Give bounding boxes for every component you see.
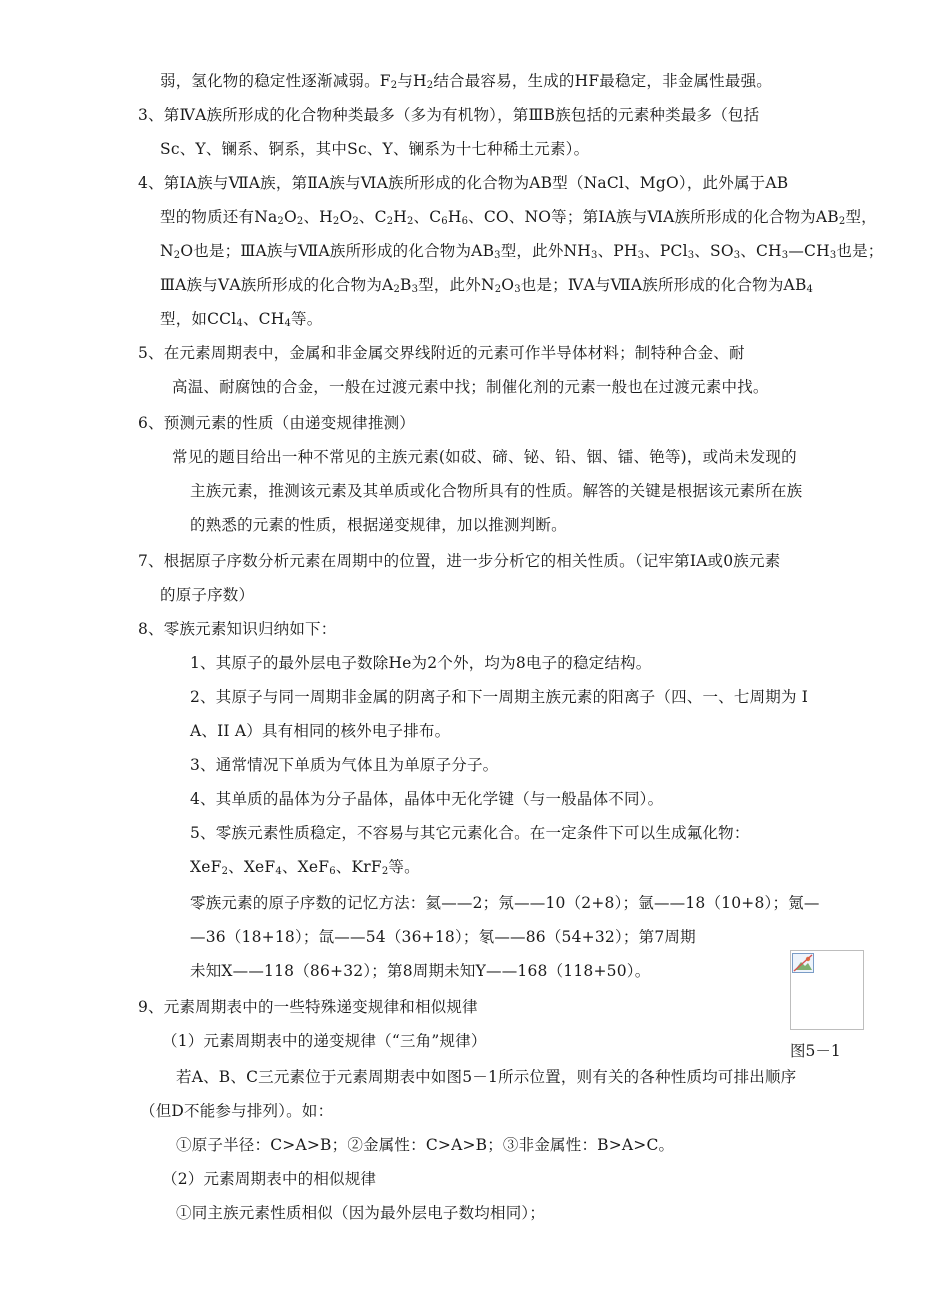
subscript: 6 — [461, 216, 469, 227]
text-segment: 4、第ⅠA族与ⅦA族，第ⅡA族与ⅥA族所形成的化合物为AB型（NaCl、MgO），此外属于AB — [138, 174, 789, 192]
text-segment: 型， — [845, 208, 877, 226]
subscript: 2 — [173, 250, 181, 261]
subscript: 2 — [296, 216, 304, 227]
text-segment: 、CO、NO等；第ⅠA族与ⅥA族所形成的化合物为AB — [468, 208, 839, 226]
subscript: 3 — [733, 250, 741, 261]
text-line — [138, 412, 415, 434]
text-line — [138, 172, 788, 194]
text-line — [160, 206, 877, 228]
subscript: 2 — [332, 216, 340, 227]
text-segment: 未知X——118（86+32）；第8周期未知Y——168（118+50）。 — [190, 962, 651, 980]
text-segment: H — [393, 208, 407, 226]
subscript: 3 — [591, 250, 598, 261]
text-segment: —CH — [788, 242, 830, 260]
text-segment: 5、在元素周期表中，金属和非金属交界线附近的元素可作半导体材料；制特种合金、耐 — [138, 344, 745, 362]
text-line — [190, 926, 696, 948]
text-segment: 等。 — [291, 310, 323, 328]
text-segment: 2、其原子与同一周期非金属的阴离子和下一周期主族元素的阳离子（四、一、七周期为 I — [190, 688, 809, 706]
subscript: 2 — [277, 216, 284, 227]
text-segment: A、II A）具有相同的核外电子排布。 — [190, 722, 451, 740]
text-segment: 等。 — [388, 858, 420, 876]
text-segment: 、CH — [740, 242, 782, 260]
subscript: 4 — [284, 318, 291, 329]
text-segment: 、PH — [597, 242, 638, 260]
text-segment: 6、预测元素的性质（由递变规律推测） — [138, 414, 415, 432]
text-line — [190, 754, 498, 776]
text-segment: 、XeF — [228, 858, 276, 876]
subscript: 3 — [781, 250, 789, 261]
subscript: 2 — [426, 80, 434, 91]
text-segment: —36（18+18）；氙——54（36+18）；氡——86（54+32）；第7周期 — [190, 928, 696, 946]
text-segment: 8、零族元素知识归纳如下： — [138, 620, 337, 638]
subscript: 4 — [806, 284, 814, 295]
text-segment: B — [400, 276, 412, 294]
text-line — [190, 856, 420, 878]
text-segment: 的原子序数） — [160, 586, 255, 604]
text-line — [138, 996, 478, 1018]
text-line — [138, 104, 759, 126]
text-segment: H — [447, 208, 462, 226]
text-segment: ①原子半径：C>A>B；②金属性：C>A>B；③非金属性：B>A>C。 — [176, 1136, 675, 1154]
text-line — [162, 1030, 487, 1052]
subscript: 2 — [352, 216, 359, 227]
text-segment: 1、其原子的最外层电子数除He为2个外，均为8电子的稳定结构。 — [190, 654, 652, 672]
text-segment: 、H — [303, 208, 333, 226]
text-line — [160, 138, 589, 160]
text-segment: O — [283, 208, 297, 226]
text-segment: 的熟悉的元素的性质，根据递变规律，加以推测判断。 — [190, 516, 567, 534]
subscript: 2 — [494, 284, 502, 295]
text-line — [190, 686, 808, 708]
text-line — [176, 1134, 674, 1156]
subscript: 2 — [386, 216, 394, 227]
subscript: 2 — [838, 216, 846, 227]
text-segment: 主族元素，推测该元素及其单质或化合物所具有的性质。解答的关键是根据该元素所在族 — [190, 482, 803, 500]
text-segment: 、C — [413, 208, 442, 226]
text-segment: （2）元素周期表中的相似规律 — [162, 1170, 377, 1188]
text-line — [190, 514, 567, 536]
subscript: 2 — [393, 284, 400, 295]
text-segment: 也是；ⅣA与ⅦA族所形成的化合物为AB — [520, 276, 807, 294]
text-segment: 、KrF — [335, 858, 382, 876]
text-line — [190, 480, 802, 502]
text-line — [190, 652, 651, 674]
text-line — [190, 720, 450, 742]
text-segment: 型，此外NH — [500, 242, 592, 260]
text-line — [138, 342, 745, 364]
text-segment: 、C — [358, 208, 387, 226]
text-line — [172, 376, 769, 398]
subscript: 2 — [406, 216, 414, 227]
text-segment: 也是； — [836, 242, 884, 260]
text-segment: 弱，氢化物的稳定性逐渐减弱。F — [160, 72, 391, 90]
subscript: 4 — [275, 866, 282, 877]
figure-5-1-image — [790, 950, 864, 1030]
text-segment: 零族元素的原子序数的记忆方法：氦——2；氖——10（2+8）；氩——18（10+8）；氪— — [190, 894, 820, 912]
text-segment: （1）元素周期表中的递变规律（“三角”规律） — [162, 1032, 487, 1050]
text-segment: N — [160, 242, 174, 260]
text-segment: 常见的题目给出一种不常见的主族元素(如砹、碲、铋、铅、铟、镭、铯等)，或尚未发现的 — [172, 448, 797, 466]
text-segment: 3、通常情况下单质为气体且为单原子分子。 — [190, 756, 499, 774]
text-segment: 结合最容易，生成的HF最稳定，非金属性最强。 — [433, 72, 772, 90]
text-segment: 若A、B、C三元素位于元素周期表中如图5－1所示位置，则有关的各种性质均可排出顺序 — [176, 1068, 797, 1086]
text-line — [190, 822, 750, 844]
text-segment: 与H — [397, 72, 427, 90]
text-line — [176, 1202, 545, 1224]
text-line — [190, 788, 663, 810]
text-segment: 5、零族元素性质稳定，不容易与其它元素化合。在一定条件下可以生成氟化物： — [190, 824, 750, 842]
text-line — [138, 550, 780, 572]
subscript: 3 — [411, 284, 419, 295]
text-segment: 、PCl — [644, 242, 688, 260]
text-segment: 高温、耐腐蚀的合金，一般在过渡元素中找；制催化剂的元素一般也在过渡元素中找。 — [172, 378, 769, 396]
subscript: 3 — [687, 250, 695, 261]
text-line — [190, 960, 650, 982]
broken-image-icon — [792, 953, 814, 973]
text-segment: XeF — [190, 858, 222, 876]
text-segment: 型，如CCl — [160, 310, 237, 328]
subscript: 3 — [637, 250, 645, 261]
subscript: 3 — [829, 250, 837, 261]
text-segment: O — [339, 208, 353, 226]
text-segment: O — [501, 276, 515, 294]
text-line — [160, 240, 884, 262]
subscript: 2 — [381, 866, 389, 877]
text-segment: 、SO — [694, 242, 734, 260]
text-line — [160, 584, 254, 606]
text-segment: 7、根据原子序数分析元素在周期中的位置，进一步分析它的相关性质。（记牢第ⅠA或0族元素 — [138, 552, 781, 570]
subscript: 3 — [514, 284, 521, 295]
text-line — [172, 446, 797, 468]
text-segment: 、XeF — [281, 858, 330, 876]
text-line — [160, 308, 322, 330]
subscript: 2 — [390, 80, 398, 91]
text-segment: 型的物质还有Na — [160, 208, 278, 226]
text-segment: 9、元素周期表中的一些特殊递变规律和相似规律 — [138, 998, 478, 1016]
text-line — [162, 1168, 376, 1190]
subscript: 6 — [329, 866, 336, 877]
subscript: 2 — [221, 866, 229, 877]
text-segment: （但D不能参与排列）。如： — [140, 1102, 334, 1120]
figure-caption: 图5－1 — [790, 1042, 841, 1060]
text-segment: ①同主族元素性质相似（因为最外层电子数均相同）； — [176, 1204, 546, 1222]
subscript: 4 — [236, 318, 243, 329]
text-line — [138, 618, 336, 640]
text-segment: 、CH — [242, 310, 285, 328]
text-segment: 3、第ⅣA族所形成的化合物种类最多（多为有机物），第ⅢB族包括的元素种类最多（包括 — [138, 106, 760, 124]
text-segment: 4、其单质的晶体为分子晶体，晶体中无化学键（与一般晶体不同）。 — [190, 790, 664, 808]
text-line — [140, 1100, 333, 1122]
text-line — [190, 892, 820, 914]
text-segment: ⅢA族与ⅤA族所形成的化合物为A — [160, 276, 394, 294]
text-segment: Sc、Y、镧系、锕系，其中Sc、Y、镧系为十七种稀土元素）。 — [160, 140, 590, 158]
text-segment: O也是；ⅢA族与ⅦA族所形成的化合物为AB — [180, 242, 495, 260]
text-line — [176, 1066, 796, 1088]
subscript: 6 — [441, 216, 448, 227]
text-segment: 型，此外N — [418, 276, 495, 294]
text-line — [160, 274, 813, 296]
text-line — [160, 70, 772, 92]
subscript: 3 — [494, 250, 501, 261]
